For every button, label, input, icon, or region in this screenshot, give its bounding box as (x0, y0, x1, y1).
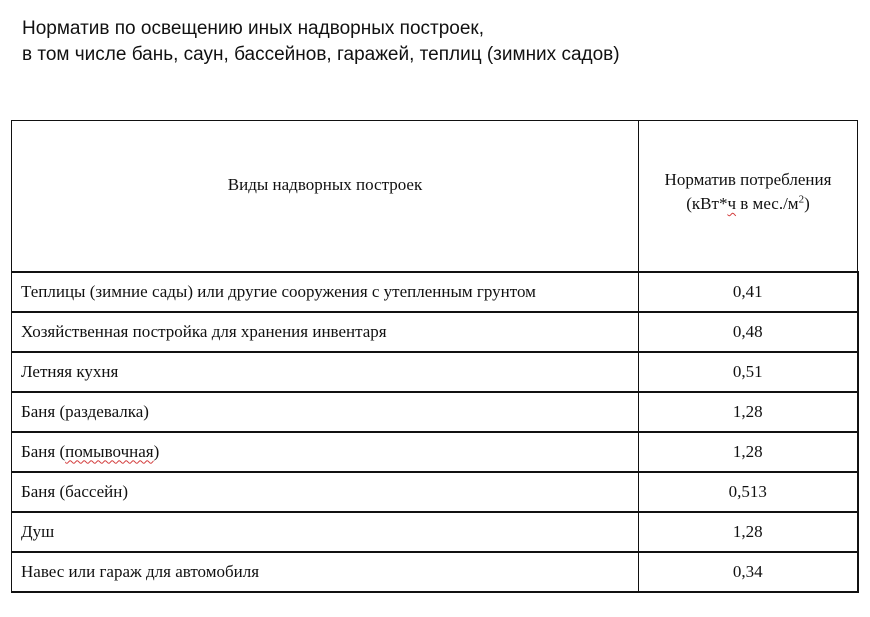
unit-part-open: (кВт* (686, 193, 728, 213)
row-name-prefix: Баня ( (21, 441, 66, 461)
row-norm-value: 1,28 (639, 432, 858, 472)
table-row (12, 392, 858, 432)
table-row (12, 552, 858, 592)
table-row (12, 472, 858, 512)
header-norm-unit (639, 192, 857, 216)
row-building-name: Баня (раздевалка) (12, 392, 639, 432)
table-row (12, 432, 858, 472)
row-building-name: Баня (бассейн) (12, 472, 639, 512)
row-norm-value: 0,41 (639, 272, 858, 312)
header-norm-title: Норматив потребления (664, 169, 832, 189)
row-name-misspelled-word: помывочная (65, 441, 154, 461)
table-row (12, 272, 858, 312)
unit-superscript: 2 (798, 193, 805, 206)
row-norm-value: 0,513 (639, 472, 858, 512)
row-norm-value: 1,28 (639, 512, 858, 552)
table-row (12, 512, 858, 552)
title-line-1: Норматив по освещению иных надворных построек, (22, 18, 485, 39)
row-building-name (12, 432, 639, 472)
document-title (22, 16, 620, 68)
unit-part-close: ) (804, 193, 810, 213)
table-row (12, 312, 858, 352)
title-line-2: в том числе бань, саун, бассейнов, гаражей, теплиц (зимних садов) (22, 44, 620, 65)
row-norm-value: 0,34 (639, 552, 858, 592)
row-norm-value: 1,28 (639, 392, 858, 432)
row-building-name: Теплицы (зимние сады) или другие сооружения с утепленным грунтом (12, 272, 639, 312)
unit-part-hour: ч (727, 193, 737, 213)
norms-table (11, 120, 859, 593)
table-row (12, 352, 858, 392)
row-building-name: Навес или гараж для автомобиля (12, 552, 639, 592)
row-building-name: Душ (12, 512, 639, 552)
header-building-type-label: Виды надворных построек (227, 174, 423, 194)
row-building-name: Хозяйственная постройка для хранения инвентаря (12, 312, 639, 352)
header-consumption-norm (639, 121, 858, 272)
row-norm-value: 0,51 (639, 352, 858, 392)
row-norm-value: 0,48 (639, 312, 858, 352)
header-consumption-norm-label (639, 168, 857, 224)
row-building-name: Летняя кухня (12, 352, 639, 392)
row-name-suffix: ) (153, 441, 160, 461)
unit-part-rest: в мес./м (736, 193, 799, 213)
header-building-type (12, 121, 639, 272)
table-header-row (12, 121, 858, 272)
